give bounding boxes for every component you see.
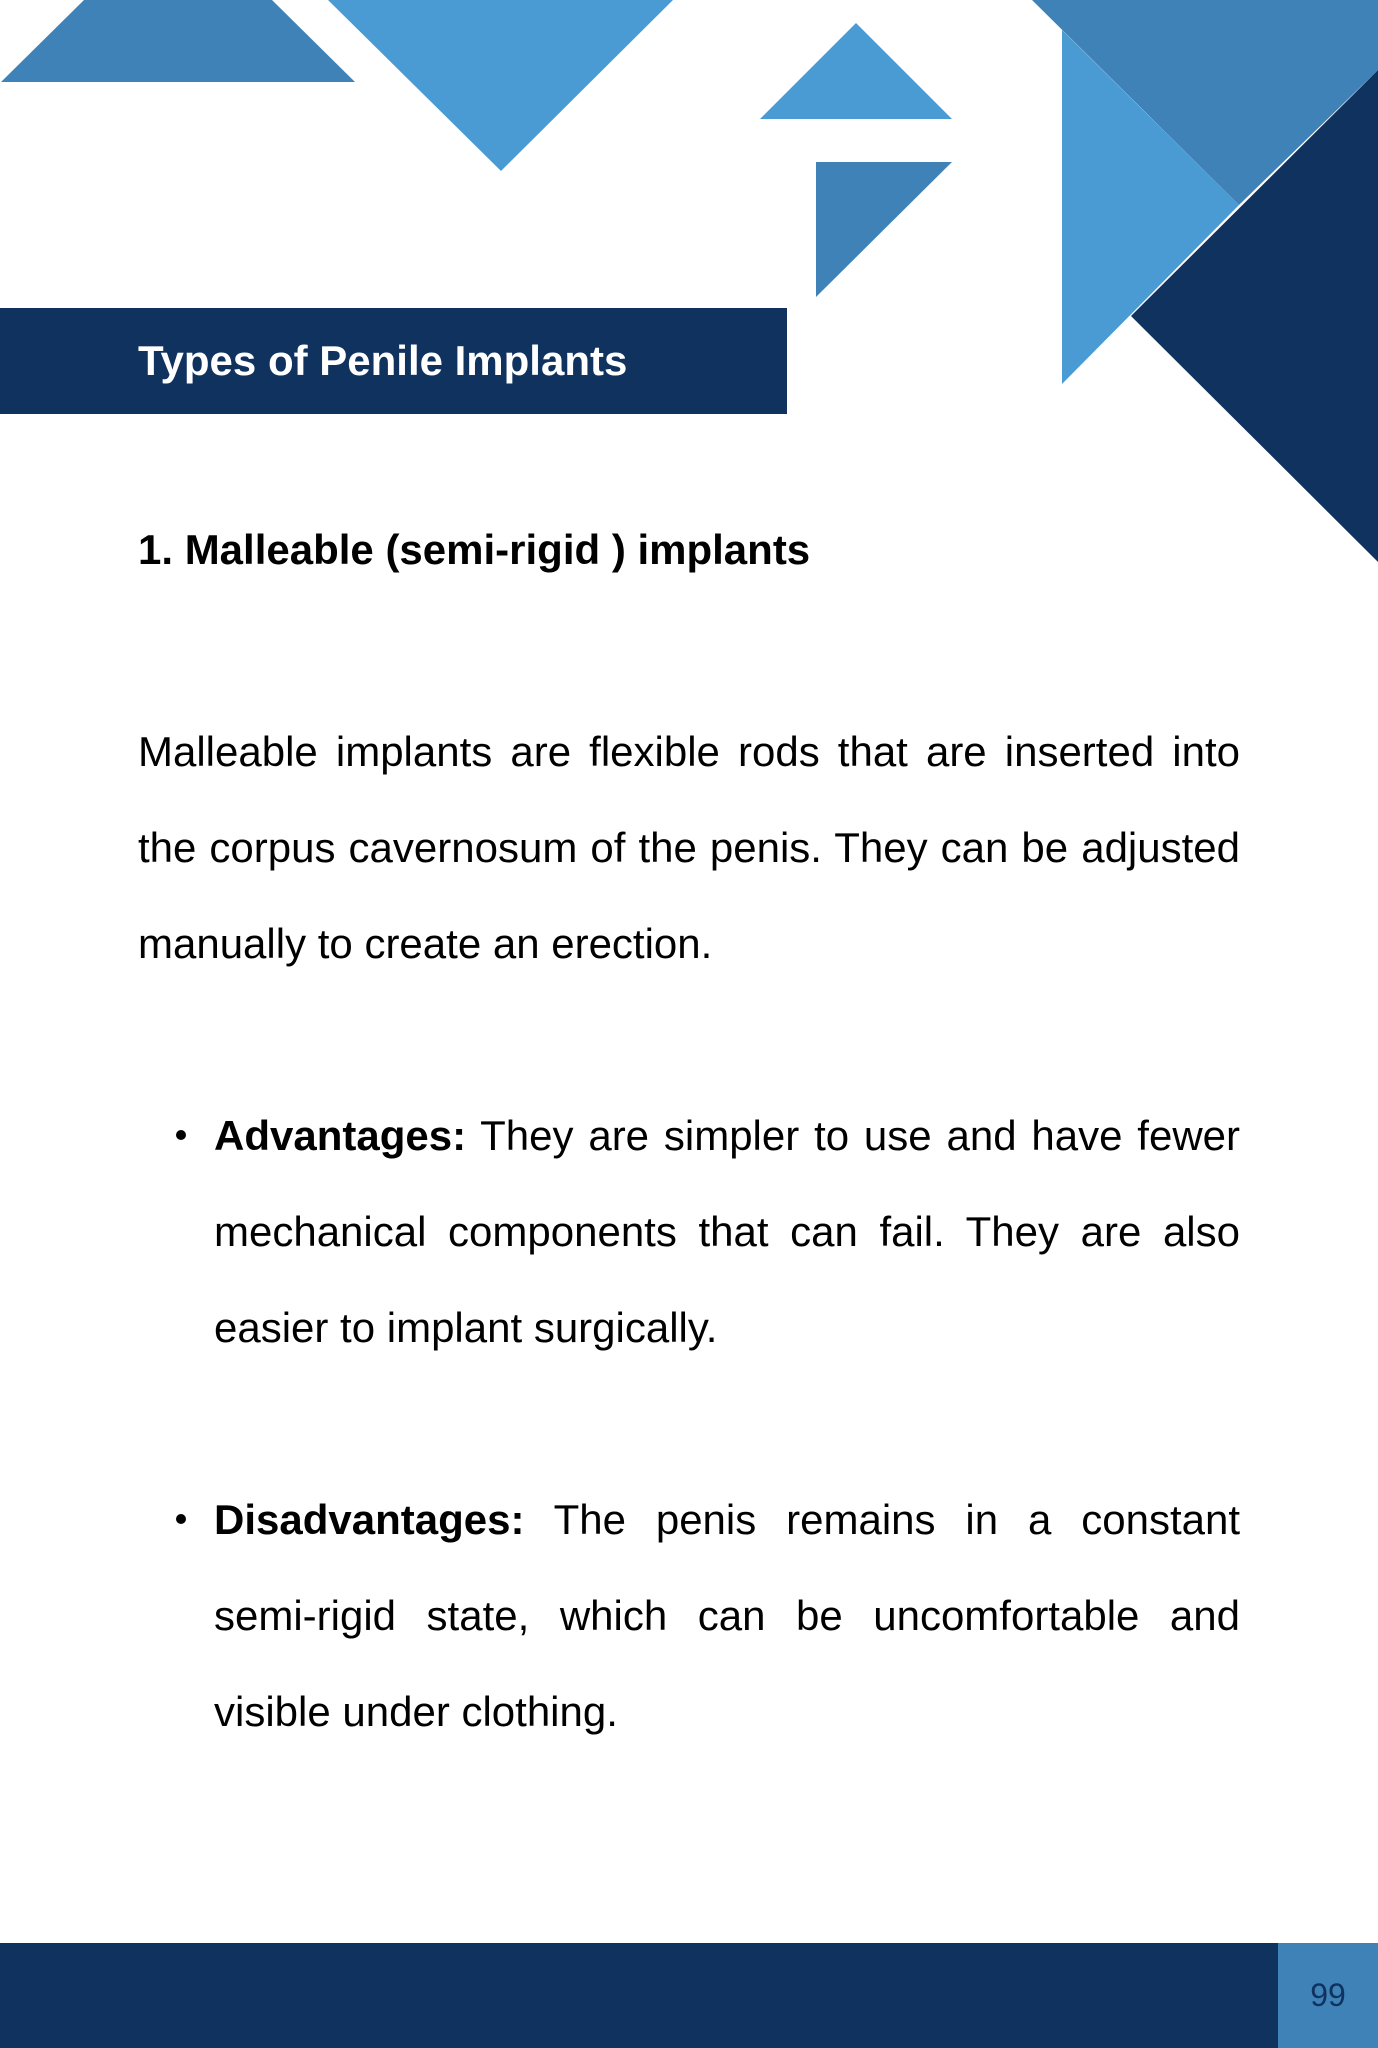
decorative-triangle: [816, 162, 952, 297]
subheading: 1. Malleable (semi-rigid ) implants: [138, 526, 811, 573]
bullet-icon: [176, 1130, 186, 1140]
bullet-text: The penis remains in a constant semi-rigid state, which can be uncomfortable and visible under clothing.: [214, 1496, 1240, 1735]
section-title: Types of Penile Implants: [138, 337, 628, 384]
body-paragraph: Malleable implants are flexible rods that are inserted into the corpus cavernosum of the penis. They can be adjusted manually to create an erection.: [138, 728, 1240, 967]
decorative-triangle: [760, 23, 952, 119]
bullet-label: Advantages:: [214, 1112, 467, 1159]
decorative-triangle: [1, 0, 355, 82]
bullet-text: They are simpler to use and have fewer mechanical components that can fail. They are also easier to implant surgically.: [214, 1112, 1240, 1351]
bullet-label: Disadvantages:: [214, 1496, 525, 1543]
page-number: 99: [1310, 1977, 1346, 2013]
page-number-box: [1278, 1943, 1378, 2048]
decorative-triangle: [328, 0, 673, 171]
title-band: [0, 308, 787, 414]
list-item: [138, 1088, 1240, 1376]
list-item: [138, 1472, 1240, 1760]
bullet-list: [138, 1088, 1240, 1856]
footer-bar: [0, 1943, 1378, 2048]
bullet-icon: [176, 1514, 186, 1524]
